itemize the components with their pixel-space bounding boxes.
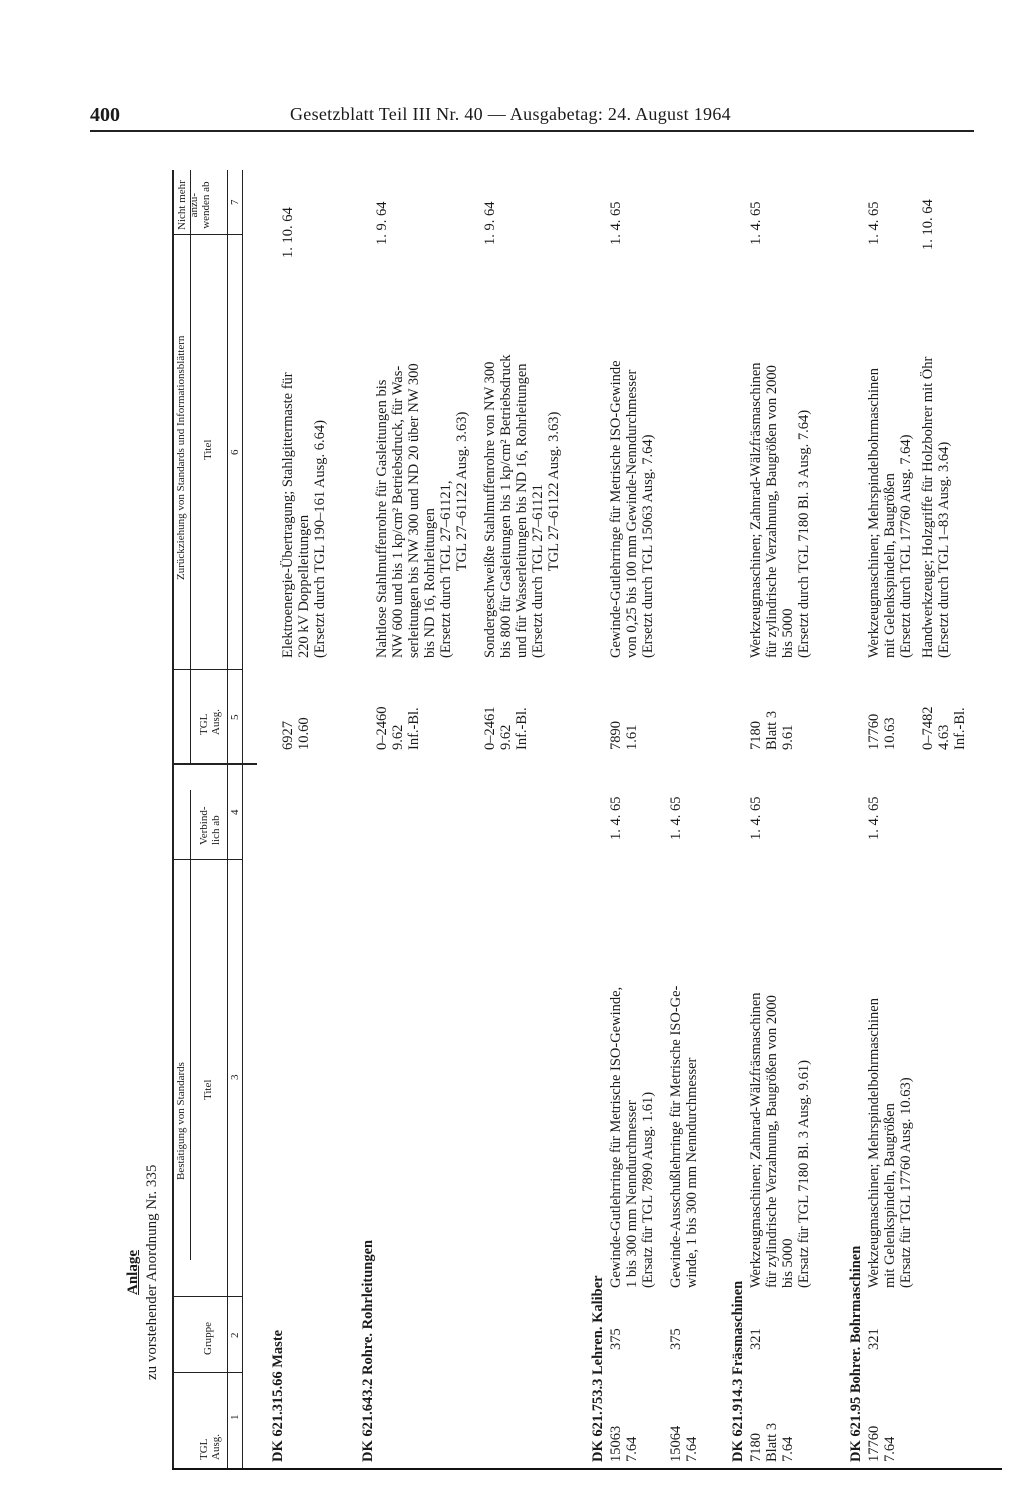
left-group-rule	[190, 790, 191, 1260]
cell-gruppe: 321	[866, 1328, 882, 1350]
header-divider	[227, 170, 228, 1470]
col-sep-2	[172, 1296, 242, 1297]
col5-number: 5	[229, 714, 241, 720]
col1-header: TGL Ausg.	[198, 1434, 222, 1460]
cell-titel: Gewinde-Ausschußlehrringe für Metrische ISO-Ge- winde, 1 bis 300 mm Nenndurchmesser	[668, 985, 700, 1288]
cell-date: 1. 10. 64	[280, 207, 296, 258]
col-sep-4	[172, 764, 242, 766]
cell-titel: Gewinde-Gutlehrringe für Metrische ISO-Gewinde von 0,25 bis 100 mm Gewinde-Nenndurchmesser (Ersetzt durch TGL 15063 Ausg. 7.64)	[608, 360, 656, 658]
cell-date: 1. 4. 65	[866, 201, 882, 245]
page-header	[90, 100, 970, 132]
cell-titel: Sondergeschweißte Stahlmuffenrohre von NW 300 bis 800 für Gasleitungen bis 1 kp/cm² Betriebsdruck und für Wasserleitungen bis ND 16, Rohrleitungen (Ersetzt durch TGL 27–61121 TGL 27–61122 Ausg. 3.63)	[482, 354, 562, 658]
cell-titel: Werkzeugmaschinen; Zahnrad-Wälzfräsmaschinen für zylindrische Verzahnung, Baugrößen von 2000 bis 5000 (Ersatz für TGL 7180 Bl. 3 Ausg. 9.61)	[748, 992, 812, 1288]
cell-gruppe: 321	[748, 1328, 764, 1350]
cell-tgl-ausg: 0–2460 9.62 Inf.-Bl.	[374, 706, 422, 750]
cell-verbindlich: 1. 4. 65	[608, 796, 624, 840]
right-group-rule	[190, 170, 191, 765]
col3-number: 3	[229, 1074, 241, 1080]
center-rule-stub	[242, 764, 257, 766]
col3-header: Titel	[202, 1079, 214, 1100]
cell-titel: Nahtlose Stahlmuffenrohre für Gasleitungen bis NW 600 und bis 1 kp/cm² Betriebsdruck, für Was- serleitungen bis NW 300 und ND 20 über NW 300 bis ND 16, Rohrleitungen (Ersetzt durch TGL 27–61121, TGL 27–61122 Ausg. 3.63)	[374, 363, 470, 658]
cell-tgl-ausg: 0–2461 9.62 Inf.-Bl.	[482, 706, 530, 750]
col-sep-3	[172, 859, 242, 860]
cell-date: 1. 9. 64	[482, 201, 498, 245]
col6-number: 6	[229, 449, 241, 455]
group-left-label: Bestätigung von Standards	[175, 1062, 187, 1180]
table-top-rule	[172, 170, 174, 1470]
cell-tgl-ausg: 6927 10.60	[280, 717, 312, 750]
col4-header: Verbind- lich ab	[198, 806, 222, 845]
col7-number: 7	[229, 199, 241, 205]
rotated-table	[120, 170, 1000, 1470]
col2-header: Gruppe	[202, 1322, 214, 1355]
anlage-subtitle: zu vorstehender Anordnung Nr. 335	[144, 1164, 160, 1380]
header-bottom-rule	[242, 170, 243, 1470]
header-rule	[90, 130, 974, 132]
col7-header: Nicht mehr anzu- wenden ab	[176, 180, 212, 230]
cell-date: 1. 4. 65	[748, 201, 764, 245]
col4-number: 4	[229, 809, 241, 815]
cell-tgl-ausg: 0–7482 4.63 Inf.-Bl.	[920, 706, 968, 750]
section-heading: DK 621.914.3 Fräsmaschinen	[730, 1280, 746, 1462]
col1-number: 1	[229, 1414, 241, 1420]
col5-header: TGL Ausg.	[198, 709, 222, 735]
page-header-title: Gesetzblatt Teil III Nr. 40 — Ausgabetag: 24. August 1964	[290, 104, 731, 124]
col-sep-1	[172, 1372, 242, 1373]
cell-gruppe: 375	[608, 1328, 624, 1350]
cell-date: 1. 9. 64	[374, 201, 390, 245]
col-sep-6	[172, 234, 242, 235]
cell-titel: Gewinde-Gutlehrringe für Metrische ISO-Gewinde, 1 bis 300 mm Nenndurchmesser (Ersatz für TGL 7890 Ausg. 1.61)	[608, 986, 656, 1288]
anlage-title: Anlage	[125, 1250, 141, 1295]
cell-tgl-ausg: 17760 7.64	[866, 1425, 898, 1462]
section-heading: DK 621.315.66 Maste	[270, 1329, 286, 1462]
table-left-border	[172, 1469, 1002, 1471]
section-heading: DK 621.643.2 Rohre. Rohrleitungen	[360, 1239, 376, 1462]
cell-verbindlich: 1. 4. 65	[668, 796, 684, 840]
group-right-label: Zurückziehung von Standards und Informationsblättern	[175, 335, 187, 580]
cell-tgl-ausg: 7180 Blatt 3 7.64	[748, 1422, 796, 1462]
page-number: 400	[90, 104, 120, 126]
cell-titel: Werkzeugmaschinen; Mehrspindelbohrmaschinen mit Gelenkspindeln, Baugrößen (Ersatz für TGL 17760 Ausg. 10.63)	[866, 998, 914, 1288]
col-sep-5	[172, 669, 242, 670]
cell-date: 1. 4. 65	[608, 201, 624, 245]
cell-titel: Elektroenergie-Übertragung; Stahlgittermaste für 220 kV Doppelleitungen (Ersetzt durch TGL 190–161 Ausg. 6.64)	[280, 372, 328, 658]
section-heading: DK 621.95 Bohrer. Bohrmaschinen	[848, 1245, 864, 1462]
cell-tgl-ausg: 7890 1.61	[608, 721, 640, 750]
cell-titel: Handwerkzeuge; Holzgriffe für Holzbohrer mit Öhr (Ersetzt durch TGL 1–83 Ausg. 3.64)	[920, 356, 952, 658]
cell-tgl-ausg: 15063 7.64	[608, 1425, 640, 1462]
cell-gruppe: 375	[668, 1328, 684, 1350]
cell-verbindlich: 1. 4. 65	[866, 796, 882, 840]
cell-titel: Werkzeugmaschinen; Zahnrad-Wälzfräsmaschinen für zylindrische Verzahnung, Baugrößen von 2000 bis 5000 (Ersetzt durch TGL 7180 Bl. 3 Ausg. 7.64)	[748, 362, 812, 658]
cell-titel: Werkzeugmaschinen; Mehrspindelbohrmaschinen mit Gelenkspindeln, Baugrößen (Ersetzt durch TGL 17760 Ausg. 7.64)	[866, 368, 914, 658]
cell-date: 1. 10. 64	[920, 199, 936, 250]
cell-tgl-ausg: 7180 Blatt 3 9.61	[748, 710, 796, 750]
col2-number: 2	[229, 1332, 241, 1338]
col6-header: Titel	[202, 439, 214, 460]
section-heading: DK 621.753.3 Lehren. Kaliber	[590, 1275, 606, 1462]
cell-tgl-ausg: 15064 7.64	[668, 1425, 700, 1462]
cell-tgl-ausg: 17760 10.63	[866, 713, 898, 750]
cell-verbindlich: 1. 4. 65	[748, 796, 764, 840]
